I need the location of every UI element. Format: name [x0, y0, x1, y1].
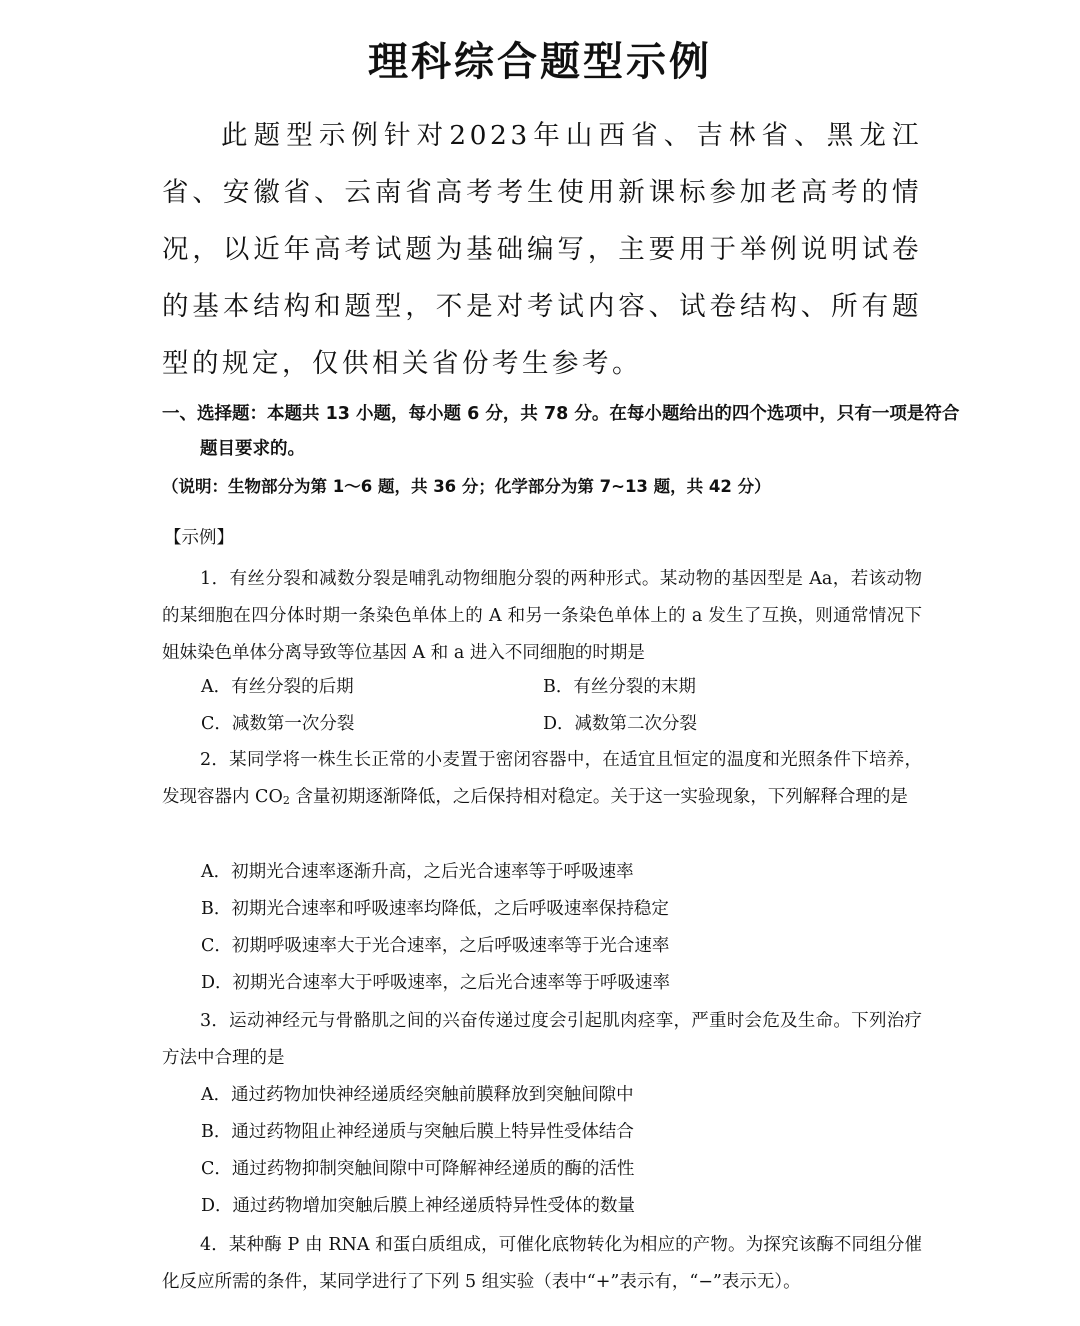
question-2-option-d: D．初期光合速率大于呼吸速率，之后光合速率等于呼吸速率 [201, 973, 671, 993]
question-2-option-b: B．初期光合速率和呼吸速率均降低，之后呼吸速率保持稳定 [201, 899, 669, 919]
question-1-option-b: B．有丝分裂的末期 [543, 677, 696, 697]
question-3-option-b: B．通过药物阻止神经递质与突触后膜上特异性受体结合 [201, 1122, 634, 1142]
question-3-stem: 3．运动神经元与骨骼肌之间的兴奋传递过度会引起肌肉痉挛，严重时会危及生命。下列治疗方法中合理的是 [162, 1011, 922, 1068]
question-2-option-a: A．初期光合速率逐渐升高，之后光合速率等于呼吸速率 [201, 862, 634, 882]
question-3-option-c: C．通过药物抑制突触间隙中可降解神经递质的酶的活性 [201, 1159, 635, 1179]
question-2-stem-part-2: 含量初期逐渐降低，之后保持相对稳定。关于这一实验现象，下列解释合理的是 [289, 787, 908, 807]
intro-paragraph: 此题型示例针对2023年山西省、吉林省、黑龙江省、安徽省、云南省高考考生使用新课标参加老高考的情况，以近年高考试题为基础编写，主要用于举例说明试卷的基本结构和题型，不是对考试内容、试卷结构、所有题型的规定，仅供相关省份考生参考。 [162, 120, 922, 379]
section-heading: 一、选择题：本题共 13 小题，每小题 6 分，共 78 分。在每小题给出的四个选项中，只有一项是符合题目要求的。 [162, 404, 960, 459]
question-1-option-a: A．有丝分裂的后期 [201, 677, 354, 697]
question-4-stem: 4．某种酶 P 由 RNA 和蛋白质组成，可催化底物转化为相应的产物。为探究该酶不同组分催化反应所需的条件，某同学进行了下列 5 组实验（表中“+”表示有，“−”表示无）。 [162, 1235, 922, 1292]
co2-subscript: 2 [282, 794, 290, 807]
question-1-option-c: C．减数第一次分裂 [201, 714, 355, 734]
question-3-option-a: A．通过药物加快神经递质经突触前膜释放到突触间隙中 [201, 1085, 634, 1105]
question-1-stem: 1．有丝分裂和减数分裂是哺乳动物细胞分裂的两种形式。某动物的基因型是 Aa，若该动物的某细胞在四分体时期一条染色单体上的 A 和另一条染色单体上的 a 发生了互换，则通常情况下姐妹染色单体分离导致等位基因 A 和 a 进入不同细胞的时期是 [162, 569, 922, 663]
question-2-stem-part-1: 2．某同学将一株生长正常的小麦置于密闭容器中，在适宜且恒定的温度和光照条件下培养，发现容器内 CO [162, 750, 922, 807]
question-1-option-d: D．减数第二次分裂 [543, 714, 698, 734]
example-tag: 【示例】 [164, 528, 234, 548]
question-2-stem [162, 742, 922, 816]
section-note: （说明：生物部分为第 1～6 题，共 36 分；化学部分为第 7~13 题，共 42 分） [162, 477, 771, 496]
page-title: 理科综合题型示例 [368, 39, 712, 85]
question-3-option-d: D．通过药物增加突触后膜上神经递质特异性受体的数量 [201, 1196, 636, 1216]
question-2-option-c: C．初期呼吸速率大于光合速率，之后呼吸速率等于光合速率 [201, 936, 670, 956]
